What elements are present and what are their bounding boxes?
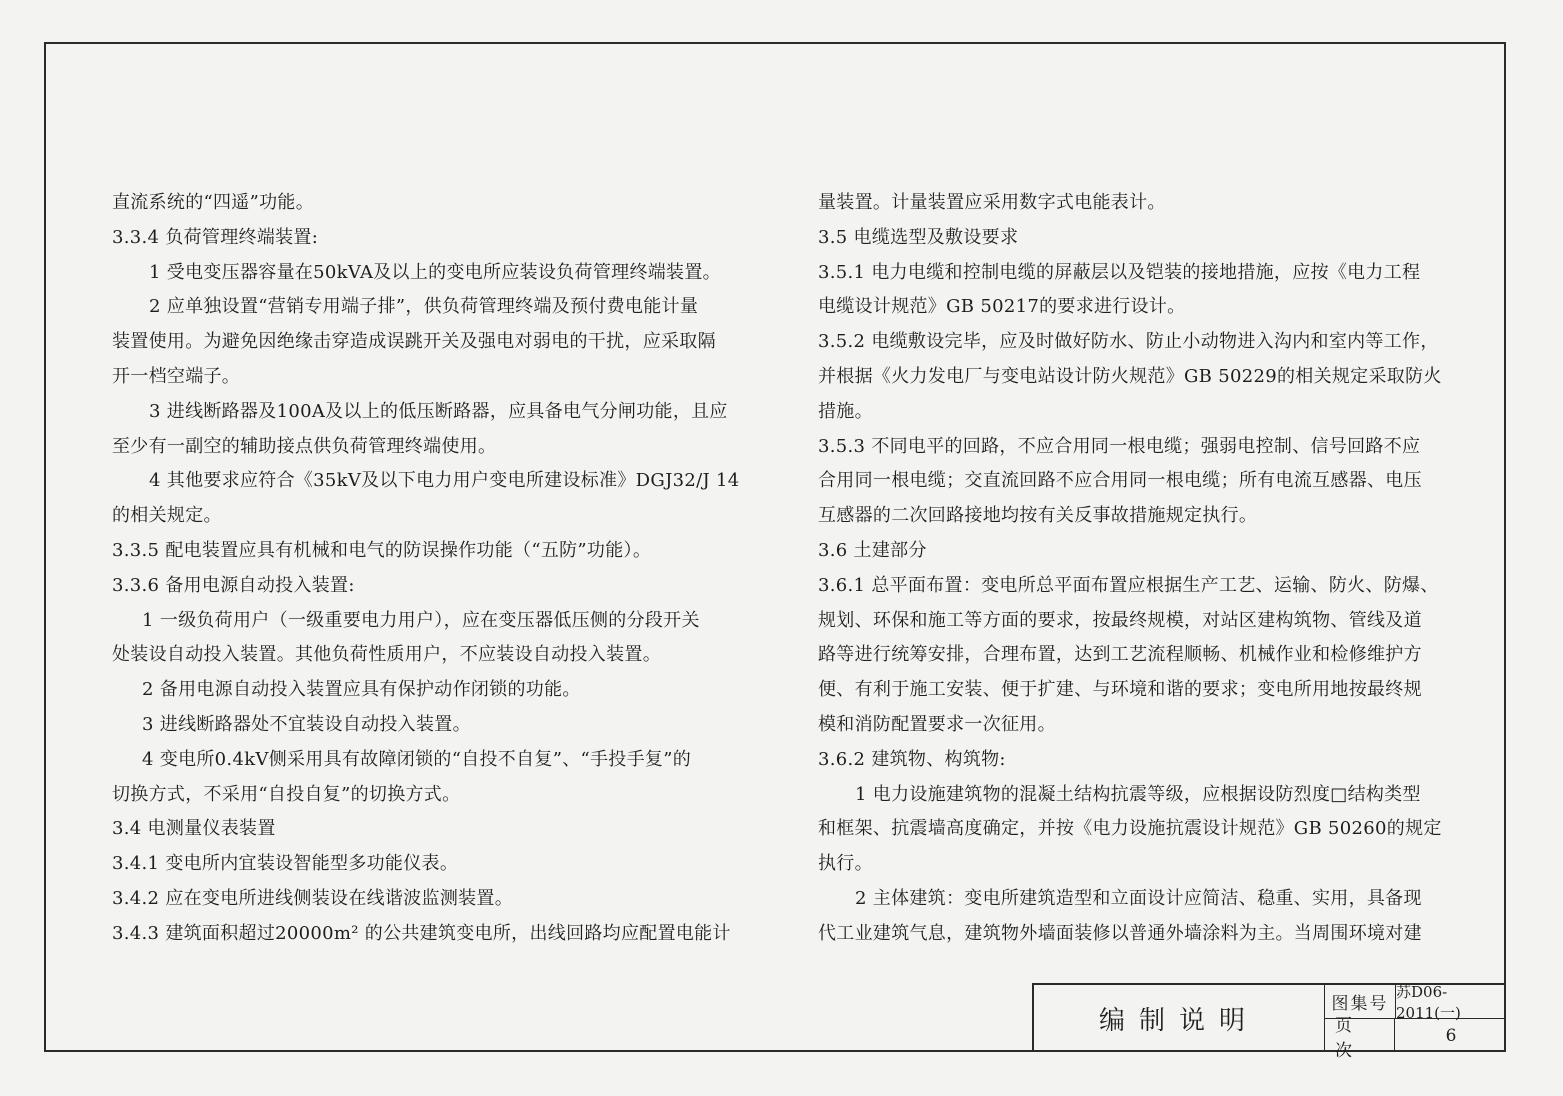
text-line: 3 进线断路器及100A及以上的低压断路器，应具备电气分闸功能，且应 bbox=[149, 400, 728, 422]
text-line: 3 进线断路器处不宜装设自动投入装置。 bbox=[142, 713, 471, 735]
text-line: 代工业建筑气息，建筑物外墙面装修以普通外墙涂料为主。当周围环境对建 bbox=[818, 922, 1422, 944]
text-line: 3.5.2 电缆敷设完毕，应及时做好防水、防止小动物进入沟内和室内等工作， bbox=[818, 331, 1439, 353]
text-line: 装置使用。为避免因绝缘击穿造成误跳开关及强电对弱电的干扰，应采取隔 bbox=[112, 331, 716, 353]
text-line: 路等进行统筹安排，合理布置，达到工艺流程顺畅、机械作业和检修维护方 bbox=[818, 644, 1422, 666]
page-number: 6 bbox=[1445, 1025, 1457, 1046]
text-line: 2 主体建筑：变电所建筑造型和立面设计应简洁、稳重、实用，具备现 bbox=[855, 887, 1422, 909]
text-line: 3.3.4 负荷管理终端装置: bbox=[112, 226, 319, 248]
page-label: 页次 bbox=[1325, 1019, 1395, 1052]
text-line: 3.6 土建部分 bbox=[818, 539, 927, 561]
text-line: 措施。 bbox=[818, 400, 873, 422]
text-line: 3.4 电测量仪表装置 bbox=[112, 818, 276, 840]
text-line: 1 一级负荷用户（一级重要电力用户），应在变压器低压侧的分段开关 bbox=[142, 609, 700, 631]
text-line: 开一档空端子。 bbox=[112, 365, 241, 387]
text-line: 量装置。计量装置应采用数字式电能表计。 bbox=[818, 192, 1166, 213]
text-line: 电缆设计规范》GB 50217的要求进行设计。 bbox=[818, 296, 1186, 318]
text-line: 合用同一根电缆；交直流回路不应合用同一根电缆；所有电流互感器、电压 bbox=[818, 470, 1422, 492]
text-line: 切换方式，不采用“自投自复”的切换方式。 bbox=[112, 783, 461, 805]
text-line: 3.5.1 电力电缆和控制电缆的屏蔽层以及铠装的接地措施，应按《电力工程 bbox=[818, 261, 1421, 283]
text-line: 3.3.6 备用电源自动投入装置: bbox=[112, 574, 355, 596]
atlas-number-label: 图集号 bbox=[1325, 985, 1396, 1019]
text-line: 4 其他要求应符合《35kV及以下电力用户变电所建设标准》DGJ32/J 14 bbox=[149, 470, 740, 492]
title-block-title: 编制说明 bbox=[1034, 985, 1325, 1052]
title-block bbox=[1032, 982, 1506, 1061]
right-text-column bbox=[818, 186, 1460, 952]
text-line: 1 电力设施建筑物的混凝土结构抗震等级，应根据设防烈度□结构类型 bbox=[855, 783, 1421, 805]
text-line: 3.4.1 变电所内宜装设智能型多功能仪表。 bbox=[112, 853, 459, 875]
text-line: 3.6.1 总平面布置：变电所总平面布置应根据生产工艺、运输、防火、防爆、 bbox=[818, 574, 1439, 596]
text-line: 模和消防配置要求一次征用。 bbox=[818, 713, 1056, 735]
atlas-number-value: 苏D06-2011(一) bbox=[1396, 985, 1506, 1019]
text-line: 并根据《火力发电厂与变电站设计防火规范》GB 50229的相关规定采取防火 bbox=[818, 365, 1442, 387]
text-line: 互感器的二次回路接地均按有关反事故措施规定执行。 bbox=[818, 505, 1258, 527]
text-line: 3.6.2 建筑物、构筑物: bbox=[818, 748, 1006, 770]
text-line: 直流系统的“四遥”功能。 bbox=[112, 192, 315, 213]
left-text-column bbox=[112, 186, 748, 952]
text-line: 3.5.3 不同电平的回路，不应合用同一根电缆；强弱电控制、信号回路不应 bbox=[818, 435, 1421, 457]
text-line: 3.4.2 应在变电所进线侧装设在线谐波监测装置。 bbox=[112, 887, 514, 909]
text-line: 2 备用电源自动投入装置应具有保护动作闭锁的功能。 bbox=[142, 679, 581, 701]
text-line: 便、有利于施工安装、便于扩建、与环境和谐的要求；变电所用地按最终规 bbox=[818, 679, 1422, 701]
text-line: 至少有一副空的辅助接点供负荷管理终端使用。 bbox=[112, 435, 497, 457]
text-line: 规划、环保和施工等方面的要求，按最终规模，对站区建构筑物、管线及道 bbox=[818, 609, 1422, 631]
text-line: 4 变电所0.4kV侧采用具有故障闭锁的“自投不自复”、“手投手复”的 bbox=[142, 748, 692, 770]
text-line: 1 受电变压器容量在50kVA及以上的变电所应装设负荷管理终端装置。 bbox=[149, 261, 721, 283]
text-line: 2 应单独设置“营销专用端子排”，供负荷管理终端及预付费电能计量 bbox=[149, 296, 699, 318]
text-line: 的相关规定。 bbox=[112, 505, 222, 527]
text-line: 3.3.5 配电装置应具有机械和电气的防误操作功能（“五防”功能）。 bbox=[112, 539, 652, 561]
text-line: 执行。 bbox=[818, 853, 873, 875]
text-line: 处装设自动投入装置。其他负荷性质用户，不应装设自动投入装置。 bbox=[112, 644, 661, 666]
text-line: 3.4.3 建筑面积超过20000m² 的公共建筑变电所，出线回路均应配置电能计 bbox=[112, 922, 731, 944]
text-line: 3.5 电缆选型及敷设要求 bbox=[818, 226, 1019, 248]
text-line: 和框架、抗震墙高度确定，并按《电力设施抗震设计规范》GB 50260的规定 bbox=[818, 818, 1442, 840]
